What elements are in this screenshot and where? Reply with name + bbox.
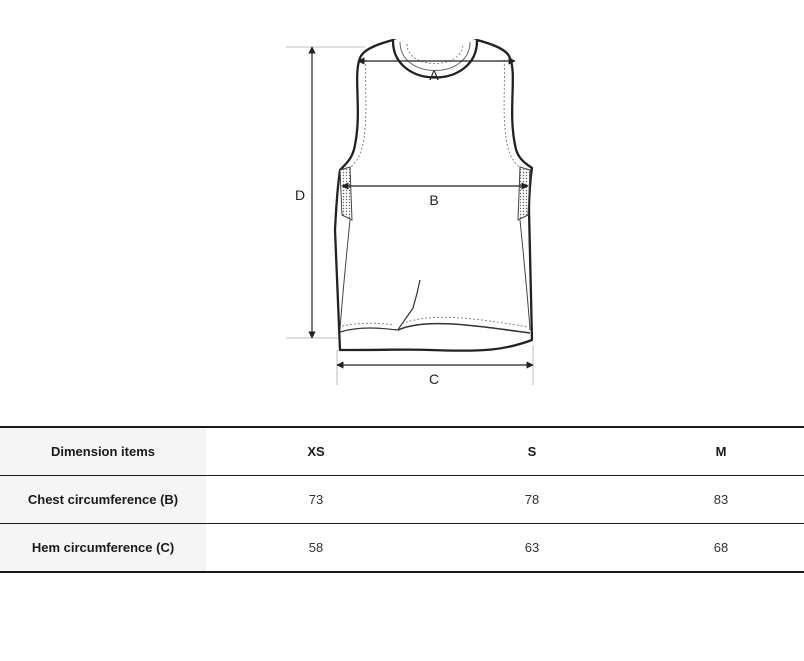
size-chart-table [0, 426, 804, 573]
tank-top-diagram [270, 30, 560, 395]
cell-value: 78 [426, 476, 638, 524]
table-row [0, 476, 804, 524]
cell-value: 73 [206, 476, 426, 524]
label-c: C [428, 371, 440, 387]
table-row [0, 524, 804, 573]
cell-value: 63 [426, 524, 638, 573]
header-size-s: S [426, 427, 638, 476]
label-b: B [429, 192, 439, 208]
header-size-xs: XS [206, 427, 426, 476]
cell-value: 83 [638, 476, 804, 524]
cell-value: 58 [206, 524, 426, 573]
tank-top-svg [270, 30, 560, 395]
label-d: D [294, 187, 306, 203]
header-dimension-items: Dimension items [0, 427, 206, 476]
row-label-chest: Chest circumference (B) [0, 476, 206, 524]
cell-value: 68 [638, 524, 804, 573]
table-header-row [0, 427, 804, 476]
label-a: A [429, 67, 439, 83]
row-label-hem: Hem circumference (C) [0, 524, 206, 573]
right-mesh-panel [518, 167, 530, 220]
header-size-m: M [638, 427, 804, 476]
left-mesh-panel [340, 167, 352, 220]
